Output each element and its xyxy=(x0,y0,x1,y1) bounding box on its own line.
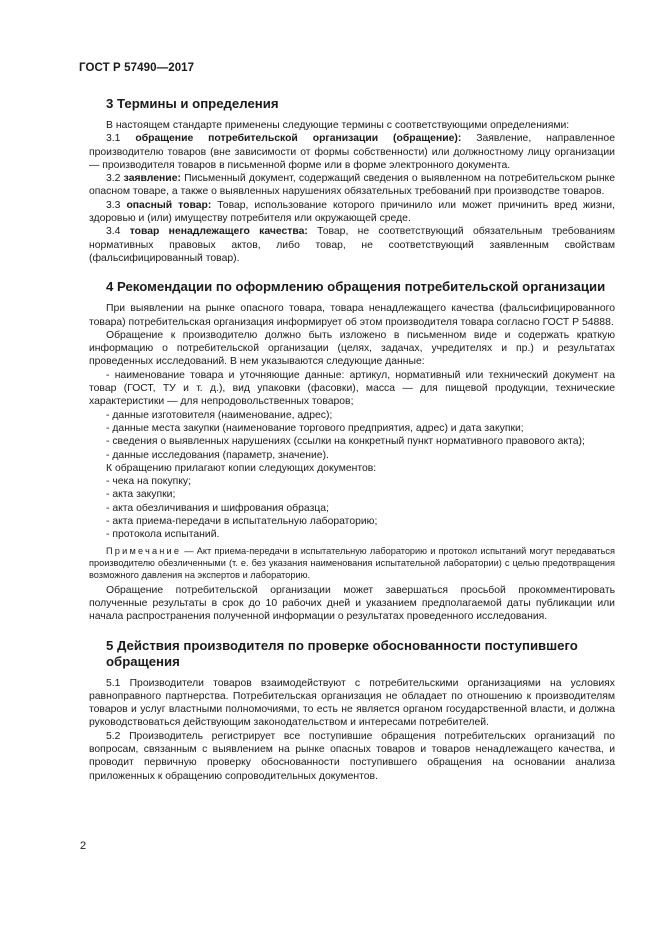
page-number: 2 xyxy=(80,840,87,852)
term-definition: Товар, использование которого причинило или может причинить вред жизни, здоровью и (или) имуществу потребителя или окружающей среде. xyxy=(89,199,615,225)
list-item: - акта приема-передачи в испытательную лабораторию; xyxy=(106,516,378,528)
document-header: ГОСТ Р 57490—2017 xyxy=(79,62,195,74)
list-item: - чека на покупку; xyxy=(106,476,192,488)
section-4-title: 4 Рекомендации по оформлению обращения потребительской организации xyxy=(106,279,606,295)
term-3-3 xyxy=(89,199,615,226)
term-name: заявление: xyxy=(123,173,181,185)
list-item: - акта обезличивания и шифрования образца; xyxy=(106,502,329,514)
term-3-1 xyxy=(89,132,615,172)
list-item: - наименование товара и уточняющие данные: артикул, нормативный или технический документ на товар (ГОСТ, ТУ и т. д.), вид упаковки (фасовки), масса — для пищевой продукции, технические характеристики — для непродовольственных товаров; xyxy=(89,369,615,408)
list-item: - протокола испытаний. xyxy=(106,529,220,541)
section-4-paragraph: При выявлении на рынке опасного товара, товара ненадлежащего качества (фальсифицированного товара) потребительская организация информирует об этом производителя товара согласно ГОСТ Р 54888. xyxy=(89,303,615,328)
section-4-paragraph: Обращение к производителю должно быть изложено в письменном виде и содержать краткую информацию о потребительской организации (целях, задачах, учредителях и пр.) и результатах проведенных исследований. В нем указываются следующие данные: xyxy=(89,329,615,368)
note-text: — Акт приема-передачи в испытательную лабораторию и протокол испытаний могут передаваться производителю обезличенными (т. е. без указания наименования испытательной лаборатории) с целью предотвращения возможного давления на экспертов и лабораторию. xyxy=(89,545,615,580)
note xyxy=(89,545,615,581)
list-item: - данные изготовителя (наименование, адрес); xyxy=(106,409,333,421)
term-definition: Письменный документ, содержащий сведения о выявленном на потребительском рынке опасном товаре, а также о выявленных нарушениях обязательных требований при производстве товаров. xyxy=(89,173,615,198)
list-item: - данные места закупки (наименование торгового предприятия, адрес) и дата закупки; xyxy=(106,422,524,434)
term-3-4 xyxy=(89,225,615,265)
term-name: обращение потребительской организации (обращение): xyxy=(135,133,462,145)
section-3-intro: В настоящем стандарте применены следующие термины с соответствующими определениями: xyxy=(106,120,570,131)
term-name: опасный товар: xyxy=(126,199,212,211)
term-definition: Заявление, направленное производителю товаров (вне зависимости от формы собственности) или должностному лицу организации — производителя товаров в письменной форме или в форме электронного документа. xyxy=(89,133,615,171)
list-item: - данные исследования (параметр, значение). xyxy=(106,449,329,461)
term-number: 3.1 xyxy=(106,133,136,145)
section-5-title: 5 Действия производителя по проверке обоснованности поступившего обращения xyxy=(106,637,578,669)
section-4-paragraph: Обращение потребительской организации может завершаться просьбой прокомментировать полученные результаты в срок до 10 рабочих дней и указанием предполагаемой даты публикации или начала распространения полученной информации о результатах проведенного исследования. xyxy=(89,584,615,623)
term-name: товар ненадлежащего качества: xyxy=(129,226,308,238)
term-number: 3.4 xyxy=(106,226,130,238)
section-3-title: 3 Термины и определения xyxy=(106,96,279,111)
list-item: - акта закупки; xyxy=(106,489,176,501)
note-label: Примечание xyxy=(106,545,182,556)
term-3-2 xyxy=(89,172,615,199)
list-item: - сведения о выявленных нарушениях (ссылки на конкретный пункт нормативного правового акта); xyxy=(106,436,585,448)
term-number: 3.2 xyxy=(106,173,124,185)
term-definition: Товар, не соответствующий обязательным требованиям нормативных правовых актов, либо товар, не соответствующий заявленным свойствам (фальсифицированный товар). xyxy=(89,226,615,264)
section-5-paragraph: 5.2 Производитель регистрирует все поступившие обращения потребительских организаций по вопросам, связанным с выявлением на рынке опасных товаров и товаров ненадлежащего качества, и проводит первичную проверку обоснованности поступившего обращения на основании анализа приложенных к обращению сопроводительных документов. xyxy=(89,730,615,782)
section-5-paragraph: 5.1 Производители товаров взаимодействуют с потребительскими организациями на условиях равноправного партнерства. Потребительская организация не обладает по отношению к производителям товаров и услуг властными полномочиями, то есть не является органом государственной власти, и должна руководствоваться действующим законодательством и интересами потребителей. xyxy=(89,677,615,729)
term-number: 3.3 xyxy=(106,199,127,211)
document-body xyxy=(89,96,615,783)
section-4-paragraph: К обращению прилагают копии следующих документов: xyxy=(106,462,377,474)
